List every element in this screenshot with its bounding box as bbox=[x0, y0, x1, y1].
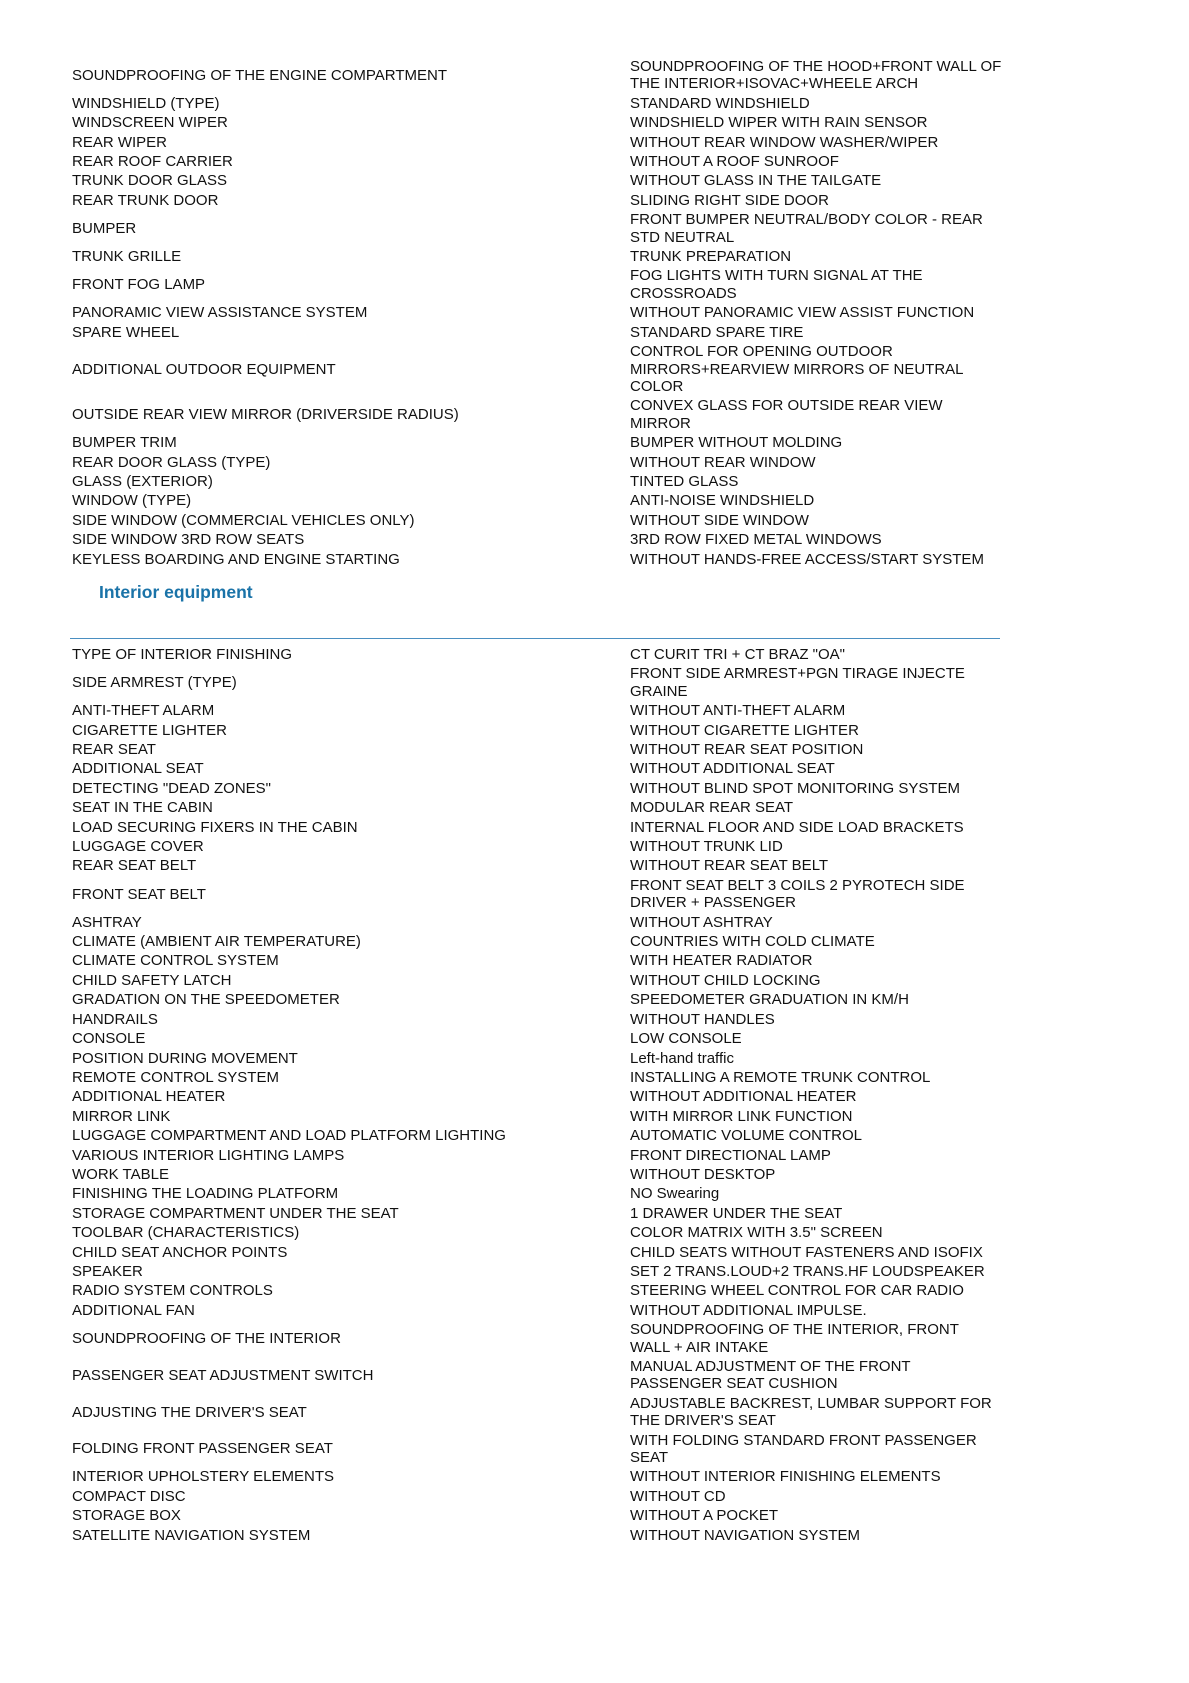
spec-label: OUTSIDE REAR VIEW MIRROR (DRIVERSIDE RADIUS) bbox=[72, 406, 459, 424]
spec-label: RADIO SYSTEM CONTROLS bbox=[72, 1282, 273, 1300]
spec-row bbox=[72, 57, 1002, 94]
spec-label: WINDSCREEN WIPER bbox=[72, 114, 228, 132]
spec-row bbox=[72, 511, 1002, 530]
spec-row bbox=[72, 1010, 1002, 1029]
spec-label: FRONT SEAT BELT bbox=[72, 885, 206, 903]
spec-label: FOLDING FRONT PASSENGER SEAT bbox=[72, 1440, 333, 1458]
spec-label: REMOTE CONTROL SYSTEM bbox=[72, 1068, 279, 1086]
spec-label: ADDITIONAL SEAT bbox=[72, 760, 204, 778]
spec-row bbox=[72, 342, 1002, 396]
spec-label: SIDE WINDOW 3RD ROW SEATS bbox=[72, 531, 305, 549]
spec-row bbox=[72, 1487, 1002, 1506]
spec-label: SIDE ARMREST (TYPE) bbox=[72, 674, 237, 692]
spec-row bbox=[72, 113, 1002, 132]
spec-value: CHILD SEATS WITHOUT FASTENERS AND ISOFIX bbox=[630, 1243, 983, 1261]
spec-row bbox=[72, 472, 1002, 491]
spec-label: REAR SEAT BELT bbox=[72, 857, 197, 875]
spec-value: FRONT SIDE ARMREST+PGN TIRAGE INJECTE GRAINE bbox=[630, 665, 965, 700]
spec-value: WITHOUT TRUNK LID bbox=[630, 838, 783, 856]
spec-row bbox=[72, 1184, 1002, 1203]
spec-value: LOW CONSOLE bbox=[630, 1030, 742, 1048]
section-divider bbox=[70, 638, 1000, 639]
section-heading-interior: Interior equipment bbox=[99, 581, 253, 602]
spec-label: CLIMATE (AMBIENT AIR TEMPERATURE) bbox=[72, 933, 361, 951]
spec-row bbox=[72, 971, 1002, 990]
spec-label: SATELLITE NAVIGATION SYSTEM bbox=[72, 1526, 311, 1544]
spec-value: WITHOUT INTERIOR FINISHING ELEMENTS bbox=[630, 1468, 941, 1486]
spec-row bbox=[72, 133, 1002, 152]
spec-row bbox=[72, 453, 1002, 472]
spec-value: WITHOUT REAR WINDOW bbox=[630, 453, 816, 471]
spec-row bbox=[72, 1146, 1002, 1165]
spec-label: CONSOLE bbox=[72, 1030, 146, 1048]
spec-row bbox=[72, 191, 1002, 210]
spec-label: WORK TABLE bbox=[72, 1165, 169, 1183]
spec-value: CT CURIT TRI + CT BRAZ "OA" bbox=[630, 645, 845, 663]
spec-label: SOUNDPROOFING OF THE INTERIOR bbox=[72, 1329, 341, 1347]
spec-value: MODULAR REAR SEAT bbox=[630, 799, 794, 817]
spec-label: CLIMATE CONTROL SYSTEM bbox=[72, 952, 279, 970]
spec-row bbox=[72, 323, 1002, 342]
spec-label: LOAD SECURING FIXERS IN THE CABIN bbox=[72, 818, 358, 836]
spec-row bbox=[72, 1431, 1002, 1468]
spec-label: HANDRAILS bbox=[72, 1010, 158, 1028]
spec-label: ADDITIONAL HEATER bbox=[72, 1088, 226, 1106]
spec-row bbox=[72, 721, 1002, 740]
spec-value: WITH MIRROR LINK FUNCTION bbox=[630, 1107, 853, 1125]
spec-label: MIRROR LINK bbox=[72, 1107, 171, 1125]
spec-value: SET 2 TRANS.LOUD+2 TRANS.HF LOUDSPEAKER bbox=[630, 1262, 985, 1280]
spec-row bbox=[72, 491, 1002, 510]
spec-row bbox=[72, 856, 1002, 875]
spec-label: SIDE WINDOW (COMMERCIAL VEHICLES ONLY) bbox=[72, 511, 415, 529]
spec-label: CIGARETTE LIGHTER bbox=[72, 721, 228, 739]
spec-label: FRONT FOG LAMP bbox=[72, 276, 206, 294]
spec-row bbox=[72, 1165, 1002, 1184]
spec-value: WITHOUT CD bbox=[630, 1487, 726, 1505]
spec-label: BUMPER TRIM bbox=[72, 434, 177, 452]
spec-label: ADJUSTING THE DRIVER'S SEAT bbox=[72, 1403, 307, 1421]
spec-label: REAR DOOR GLASS (TYPE) bbox=[72, 453, 271, 471]
spec-value: WITHOUT BLIND SPOT MONITORING SYSTEM bbox=[630, 779, 961, 797]
spec-row bbox=[72, 1320, 1002, 1357]
spec-value: WITHOUT A POCKET bbox=[630, 1507, 779, 1525]
spec-row bbox=[72, 1126, 1002, 1145]
spec-label: STORAGE BOX bbox=[72, 1507, 181, 1525]
spec-value: TRUNK PREPARATION bbox=[630, 248, 792, 266]
spec-value: FRONT SEAT BELT 3 COILS 2 PYROTECH SIDE DRIVER + PASSENGER bbox=[630, 876, 965, 912]
spec-value: COUNTRIES WITH COLD CLIMATE bbox=[630, 933, 875, 951]
spec-label: LUGGAGE COVER bbox=[72, 838, 204, 856]
spec-value: FRONT DIRECTIONAL LAMP bbox=[630, 1146, 831, 1164]
spec-value: WITHOUT CHILD LOCKING bbox=[630, 971, 821, 989]
spec-label: KEYLESS BOARDING AND ENGINE STARTING bbox=[72, 550, 400, 568]
spec-label: GLASS (EXTERIOR) bbox=[72, 472, 213, 490]
spec-row bbox=[72, 1204, 1002, 1223]
spec-value: 1 DRAWER UNDER THE SEAT bbox=[630, 1204, 843, 1222]
spec-row bbox=[72, 210, 1002, 247]
spec-row bbox=[72, 1243, 1002, 1262]
spec-value: FRONT BUMPER NEUTRAL/BODY COLOR - REAR STD NEUTRAL bbox=[630, 211, 983, 246]
spec-label: STORAGE COMPARTMENT UNDER THE SEAT bbox=[72, 1204, 399, 1222]
spec-label: TYPE OF INTERIOR FINISHING bbox=[72, 645, 293, 663]
spec-row bbox=[72, 1223, 1002, 1242]
spec-label: WINDOW (TYPE) bbox=[72, 492, 192, 510]
spec-value: AUTOMATIC VOLUME CONTROL bbox=[630, 1127, 862, 1145]
spec-row bbox=[72, 247, 1002, 266]
spec-value: CONVEX GLASS FOR OUTSIDE REAR VIEW MIRROR bbox=[630, 397, 943, 432]
spec-row bbox=[72, 1301, 1002, 1320]
spec-label: VARIOUS INTERIOR LIGHTING LAMPS bbox=[72, 1146, 345, 1164]
spec-label: TRUNK GRILLE bbox=[72, 248, 182, 266]
spec-value: WITHOUT ADDITIONAL SEAT bbox=[630, 760, 835, 778]
spec-row bbox=[72, 818, 1002, 837]
spec-value: STANDARD SPARE TIRE bbox=[630, 323, 804, 341]
spec-row bbox=[72, 759, 1002, 778]
spec-label: BUMPER bbox=[72, 219, 137, 237]
spec-label: REAR TRUNK DOOR bbox=[72, 191, 219, 209]
spec-row bbox=[72, 94, 1002, 113]
spec-value: MANUAL ADJUSTMENT OF THE FRONT PASSENGER SEAT CUSHION bbox=[630, 1358, 911, 1393]
spec-label: TOOLBAR (CHARACTERISTICS) bbox=[72, 1224, 300, 1242]
spec-value: FOG LIGHTS WITH TURN SIGNAL AT THE CROSSROADS bbox=[630, 267, 923, 302]
spec-label: ASHTRAY bbox=[72, 913, 142, 931]
spec-value: WITHOUT ANTI-THEFT ALARM bbox=[630, 702, 846, 720]
spec-row bbox=[72, 1107, 1002, 1126]
spec-value: WITHOUT REAR SEAT BELT bbox=[630, 857, 829, 875]
spec-value: SPEEDOMETER GRADUATION IN KM/H bbox=[630, 991, 909, 1009]
spec-label: TRUNK DOOR GLASS bbox=[72, 172, 228, 190]
exterior-equipment-table bbox=[72, 57, 1002, 569]
spec-label: ADDITIONAL FAN bbox=[72, 1301, 195, 1319]
spec-value: SLIDING RIGHT SIDE DOOR bbox=[630, 191, 829, 209]
spec-value: TINTED GLASS bbox=[630, 472, 739, 490]
spec-row bbox=[72, 932, 1002, 951]
spec-value: STEERING WHEEL CONTROL FOR CAR RADIO bbox=[630, 1282, 964, 1300]
spec-row bbox=[72, 1506, 1002, 1525]
spec-row bbox=[72, 171, 1002, 190]
spec-value: WITH FOLDING STANDARD FRONT PASSENGER SEAT bbox=[630, 1431, 977, 1467]
spec-document bbox=[72, 57, 1002, 1545]
spec-value: ADJUSTABLE BACKREST, LUMBAR SUPPORT FOR THE DRIVER'S SEAT bbox=[630, 1394, 992, 1430]
spec-value: Left-hand traffic bbox=[630, 1049, 734, 1067]
spec-value: SOUNDPROOFING OF THE INTERIOR, FRONT WALL + AIR INTAKE bbox=[630, 1321, 959, 1356]
spec-value: WITHOUT ADDITIONAL HEATER bbox=[630, 1088, 857, 1106]
spec-row bbox=[72, 1087, 1002, 1106]
spec-label: SPEAKER bbox=[72, 1262, 143, 1280]
spec-row bbox=[72, 396, 1002, 433]
spec-value: WINDSHIELD WIPER WITH RAIN SENSOR bbox=[630, 114, 928, 132]
spec-row bbox=[72, 701, 1002, 720]
spec-row bbox=[72, 664, 1002, 701]
spec-label: FINISHING THE LOADING PLATFORM bbox=[72, 1185, 339, 1203]
spec-value: WITHOUT DESKTOP bbox=[630, 1165, 776, 1183]
spec-label: INTERIOR UPHOLSTERY ELEMENTS bbox=[72, 1468, 335, 1486]
spec-row bbox=[72, 1467, 1002, 1486]
spec-label: REAR WIPER bbox=[72, 133, 168, 151]
spec-label: SPARE WHEEL bbox=[72, 323, 180, 341]
spec-value: WITHOUT NAVIGATION SYSTEM bbox=[630, 1526, 861, 1544]
spec-row bbox=[72, 951, 1002, 970]
spec-value: 3RD ROW FIXED METAL WINDOWS bbox=[630, 531, 882, 549]
spec-row bbox=[72, 779, 1002, 798]
spec-row bbox=[72, 303, 1002, 322]
spec-value: SOUNDPROOFING OF THE HOOD+FRONT WALL OF THE INTERIOR+ISOVAC+WHEELE ARCH bbox=[630, 58, 1002, 93]
spec-value: INTERNAL FLOOR AND SIDE LOAD BRACKETS bbox=[630, 818, 964, 836]
spec-row bbox=[72, 550, 1002, 569]
spec-row bbox=[72, 1029, 1002, 1048]
spec-value: STANDARD WINDSHIELD bbox=[630, 94, 810, 112]
spec-row bbox=[72, 798, 1002, 817]
spec-row bbox=[72, 1262, 1002, 1281]
spec-row bbox=[72, 152, 1002, 171]
spec-value: WITHOUT GLASS IN THE TAILGATE bbox=[630, 172, 882, 190]
spec-label: ANTI-THEFT ALARM bbox=[72, 702, 215, 720]
spec-label: LUGGAGE COMPARTMENT AND LOAD PLATFORM LIGHTING bbox=[72, 1127, 506, 1145]
spec-value: WITHOUT CIGARETTE LIGHTER bbox=[630, 721, 859, 739]
spec-value: CONTROL FOR OPENING OUTDOOR MIRRORS+REARVIEW MIRRORS OF NEUTRAL COLOR bbox=[630, 343, 963, 395]
spec-value: WITHOUT ADDITIONAL IMPULSE. bbox=[630, 1301, 867, 1319]
spec-value: WITHOUT REAR WINDOW WASHER/WIPER bbox=[630, 133, 939, 151]
spec-value: WITH HEATER RADIATOR bbox=[630, 952, 813, 970]
spec-row bbox=[72, 1281, 1002, 1300]
interior-equipment-table bbox=[72, 645, 1002, 1545]
spec-row bbox=[72, 913, 1002, 932]
spec-label: DETECTING "DEAD ZONES" bbox=[72, 779, 271, 797]
spec-row bbox=[72, 1526, 1002, 1545]
spec-label: CHILD SEAT ANCHOR POINTS bbox=[72, 1243, 288, 1261]
spec-label: WINDSHIELD (TYPE) bbox=[72, 94, 220, 112]
spec-row bbox=[72, 876, 1002, 913]
spec-label: GRADATION ON THE SPEEDOMETER bbox=[72, 991, 340, 1009]
spec-value: WITHOUT PANORAMIC VIEW ASSIST FUNCTION bbox=[630, 304, 975, 322]
spec-row bbox=[72, 645, 1002, 664]
spec-value: NO Swearing bbox=[630, 1185, 720, 1203]
spec-value: WITHOUT HANDLES bbox=[630, 1010, 775, 1028]
spec-value: INSTALLING A REMOTE TRUNK CONTROL bbox=[630, 1068, 931, 1086]
spec-row bbox=[72, 1068, 1002, 1087]
spec-value: WITHOUT SIDE WINDOW bbox=[630, 511, 809, 529]
spec-label: REAR SEAT bbox=[72, 741, 156, 758]
spec-value: WITHOUT REAR SEAT POSITION bbox=[630, 741, 864, 758]
spec-row bbox=[72, 1394, 1002, 1431]
spec-value: WITHOUT ASHTRAY bbox=[630, 913, 773, 931]
spec-label: PANORAMIC VIEW ASSISTANCE SYSTEM bbox=[72, 304, 368, 322]
spec-value: COLOR MATRIX WITH 3.5" SCREEN bbox=[630, 1224, 883, 1242]
spec-label: CHILD SAFETY LATCH bbox=[72, 971, 232, 989]
spec-row bbox=[72, 433, 1002, 452]
spec-row bbox=[72, 1357, 1002, 1394]
spec-label: REAR ROOF CARRIER bbox=[72, 153, 233, 171]
spec-row bbox=[72, 266, 1002, 303]
spec-label: POSITION DURING MOVEMENT bbox=[72, 1049, 298, 1067]
spec-value: WITHOUT A ROOF SUNROOF bbox=[630, 153, 839, 171]
spec-label: SEAT IN THE CABIN bbox=[72, 799, 213, 817]
spec-value: BUMPER WITHOUT MOLDING bbox=[630, 434, 843, 452]
spec-row bbox=[72, 837, 1002, 856]
spec-row bbox=[72, 1049, 1002, 1068]
spec-label: COMPACT DISC bbox=[72, 1487, 186, 1505]
spec-label: ADDITIONAL OUTDOOR EQUIPMENT bbox=[72, 360, 336, 378]
spec-label: SOUNDPROOFING OF THE ENGINE COMPARTMENT bbox=[72, 66, 448, 84]
spec-row bbox=[72, 740, 1002, 759]
spec-row bbox=[72, 530, 1002, 549]
spec-value: ANTI-NOISE WINDSHIELD bbox=[630, 492, 815, 510]
spec-row bbox=[72, 990, 1002, 1009]
spec-value: WITHOUT HANDS-FREE ACCESS/START SYSTEM bbox=[630, 550, 984, 568]
spec-label: PASSENGER SEAT ADJUSTMENT SWITCH bbox=[72, 1366, 374, 1384]
